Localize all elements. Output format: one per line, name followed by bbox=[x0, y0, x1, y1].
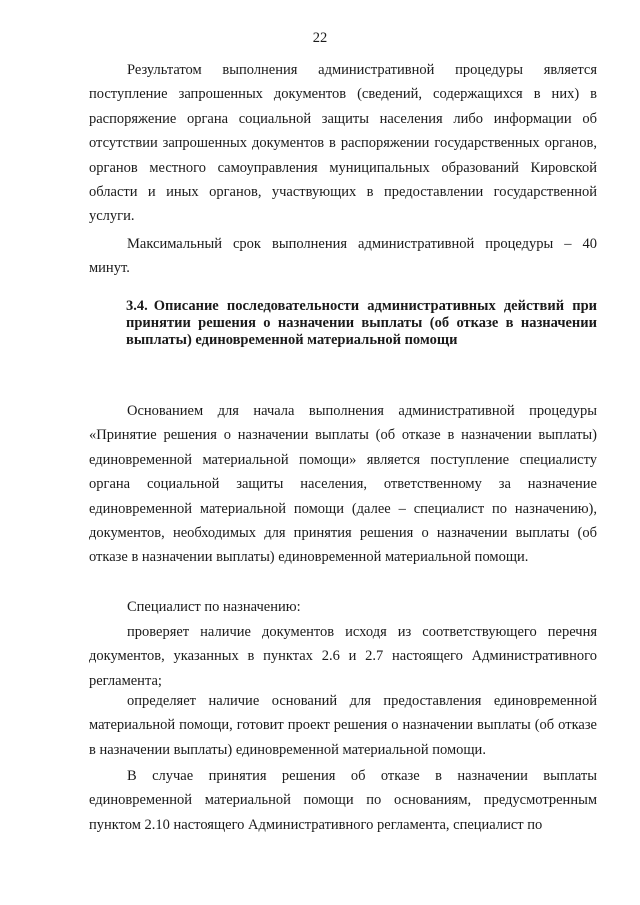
page-number: 22 bbox=[312, 30, 328, 46]
paragraph-checks-documents: проверяет наличие документов исходя из соответствующего перечня документов, указанных в пунктах 2.6 и 2.7 настоящего Административного регламента; bbox=[89, 624, 597, 689]
paragraph-result: Результатом выполнения административной процедуры является поступление запрошенных документов (сведений, содержащихся в них) в распоряжение органа социальной защиты населения либо информации об отсутствии запрошенных документов в распоряжении государственных органов, органов местного самоуправления муниципальных образований Кировской области и иных органов, участвующих в предоставлении государственной услуги. bbox=[89, 62, 597, 225]
section-title: Описание последовательности административных действий при принятии решения о назначении выплаты (об отказе в назначении выплаты) единовременной материальной помощи bbox=[126, 298, 597, 348]
paragraph-basis: Основанием для начала выполнения административной процедуры «Принятие решения о назначении выплаты (об отказе в назначении выплаты) единовременной материальной помощи» является поступление специалисту органа социальной защиты населения, ответственному за назначение единовременной материальной помощи (далее – специалист по назначению), документов, необходимых для принятия решения о назначении выплаты (об отказе в назначении выплаты) единовременной материальной помощи. bbox=[89, 403, 597, 566]
section-heading bbox=[126, 298, 597, 348]
paragraph-refusal-case: В случае принятия решения об отказе в назначении выплаты единовременной материальной помощи по основаниям, предусмотренным пунктом 2.10 настоящего Административного регламента, специалист по bbox=[89, 768, 597, 833]
paragraph-specialist: Специалист по назначению: bbox=[127, 599, 301, 615]
section-number: 3.4. bbox=[126, 298, 148, 314]
paragraph-max-time: Максимальный срок выполнения административной процедуры – 40 минут. bbox=[89, 236, 597, 277]
paragraph-determines-grounds: определяет наличие оснований для предоставления единовременной материальной помощи, готовит проект решения о назначении выплаты (об отказе в назначении выплаты) единовременной материальной помощи. bbox=[89, 693, 597, 758]
